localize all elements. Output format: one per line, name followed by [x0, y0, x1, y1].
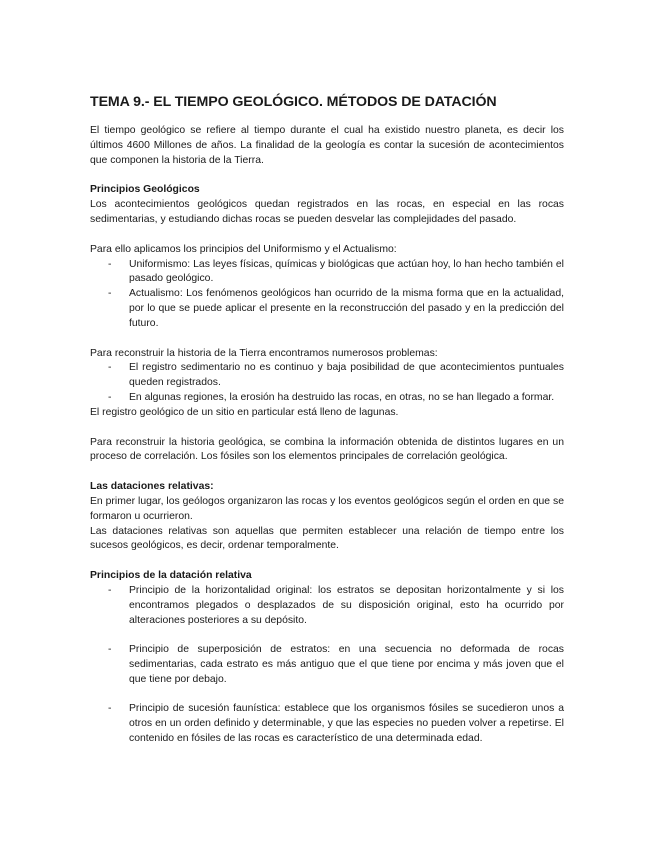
principios-geologicos-heading: Principios Geológicos — [90, 184, 200, 196]
list-item-uniformismo: - Uniformismo: Las leyes físicas, químicas y biológicas que actúan hoy, lo han hecho también el pasado geológico. — [90, 258, 564, 288]
list-item-actualismo: - Actualismo: Los fenómenos geológicos han ocurrido de la misma forma que en la actualidad, por lo que se puede aplicar el presente en la reconstrucción del pasado y en la predicción del futuro. — [90, 287, 564, 331]
principios-datacion-list — [90, 584, 564, 747]
list-item-erosion: - En algunas regiones, la erosión ha destruido las rocas, en otras, no se han llegado a formar. — [90, 391, 564, 406]
spacer — [90, 228, 564, 243]
correlacion-paragraph: Para reconstruir la historia geológica, se combina la información obtenida de distintos lugares en un proceso de correlación. Los fósiles son los elementos principales de correlación geológica. — [90, 436, 564, 463]
spacer — [90, 421, 564, 436]
dataciones-relativas-heading: Las dataciones relativas: — [90, 481, 214, 493]
page-title: TEMA 9.- EL TIEMPO GEOLÓGICO. MÉTODOS DE DATACIÓN — [90, 94, 497, 110]
uniformismo-list — [90, 258, 564, 332]
spacer — [90, 168, 564, 183]
document-body — [90, 93, 564, 747]
uniformismo-lead: Para ello aplicamos los principios del Uniformismo y el Actualismo: — [90, 243, 397, 255]
list-item-horizontalidad: - Principio de la horizontalidad original: los estratos se depositan horizontalmente y si los encontramos plegados o desplazados de su disposición original, esto ha ocurrido por alteraciones posteriores a su depósito. — [90, 584, 564, 628]
spacer — [90, 332, 564, 347]
principios-datacion-heading: Principios de la datación relativa — [90, 570, 252, 582]
spacer — [90, 554, 564, 569]
list-item-superposicion: - Principio de superposición de estratos: en una secuencia no deformada de rocas sedimentarias, cada estrato es más antiguo que el que tiene por encima y más joven que el que tiene por debajo. — [90, 643, 564, 687]
spacer — [90, 465, 564, 480]
principios-geologicos-text: Los acontecimientos geológicos quedan registrados en las rocas, en especial en las rocas sedimentarias, y estudiando dichas rocas se pueden desvelar las complejidades del pasado. — [90, 199, 564, 225]
dataciones-relativas-p1: En primer lugar, los geólogos organizaron las rocas y los eventos geológicos según el orden en que se formaron u ocurrieron. — [90, 495, 564, 522]
problemas-list — [90, 361, 564, 405]
dataciones-relativas-p2: Las dataciones relativas son aquellas que permiten establecer una relación de tiempo entre los sucesos geológicos, es decir, ordenar temporalmente. — [90, 525, 564, 552]
list-item-sucesion-faunistica: - Principio de sucesión faunística: establece que los organismos fósiles se sucedieron unos a otros en un orden definido y determinable, y que las especies no pueden volver a repetirse. El contenido en fósiles de las rocas es característico de una determinada edad. — [90, 702, 564, 746]
problemas-closing: El registro geológico de un sitio en particular está lleno de lagunas. — [90, 406, 399, 418]
intro-paragraph: El tiempo geológico se refiere al tiempo durante el cual ha existido nuestro planeta, es decir los últimos 4600 Millones de años. La finalidad de la geología es contar la sucesión de acontecimientos que componen la historia de la Tierra. — [90, 125, 564, 166]
list-item-registro: - El registro sedimentario no es continuo y baja posibilidad de que acontecimientos puntuales queden registrados. — [90, 361, 564, 391]
problemas-lead: Para reconstruir la historia de la Tierra encontramos numerosos problemas: — [90, 347, 438, 359]
